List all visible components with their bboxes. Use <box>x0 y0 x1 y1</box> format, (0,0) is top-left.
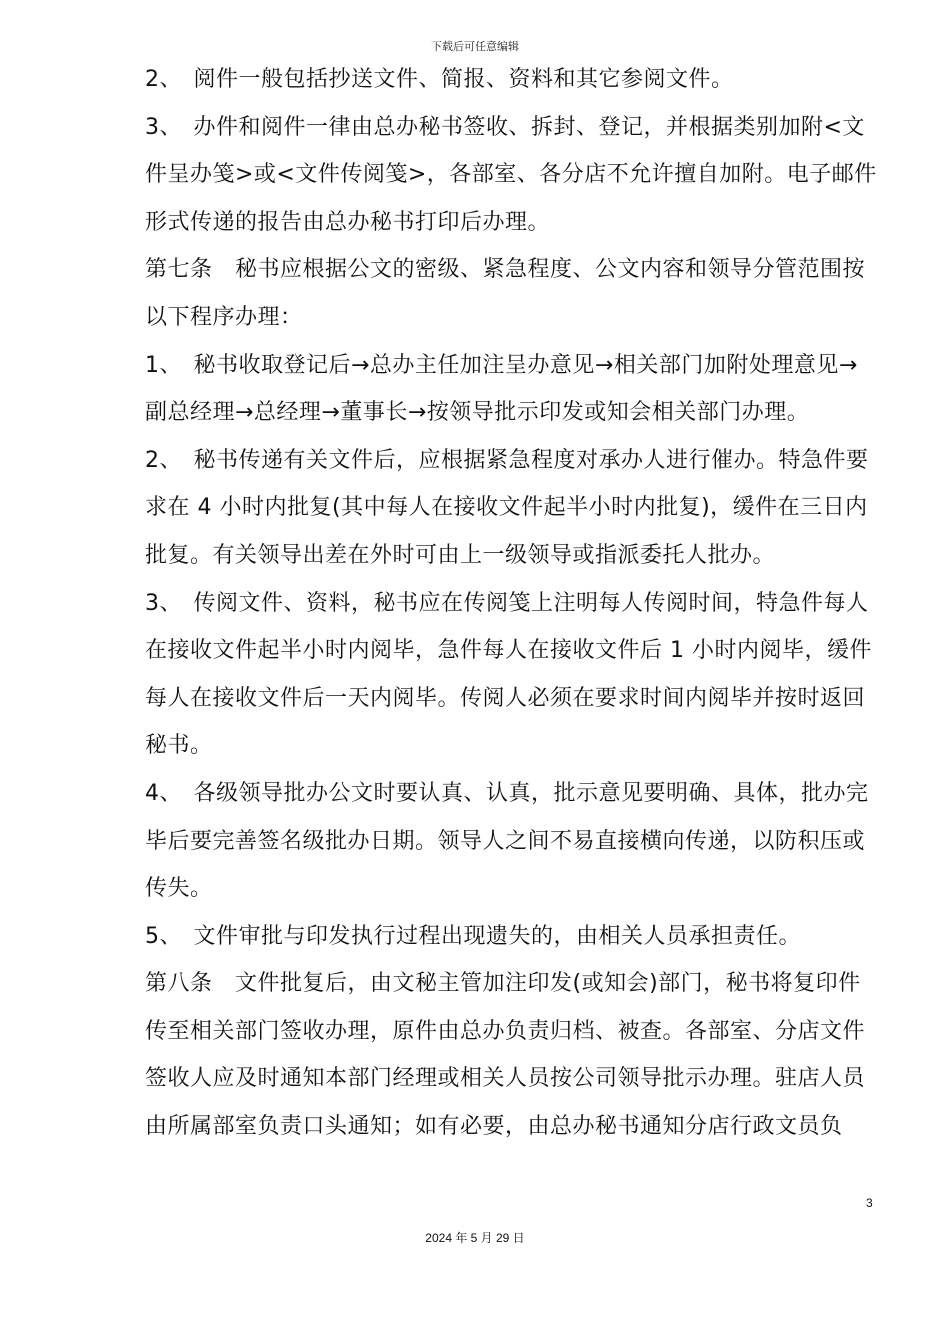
paragraph-6: 3、 传阅文件、资料，秘书应在传阅笺上注明每人传阅时间，特急件每人在接收文件起半小时内阅毕，急件每人在接收文件后 1 小时内阅毕，缓件每人在接收文件后一天内阅毕。传阅人必须在要求时间内阅毕并按时返回秘书。 <box>145 590 872 759</box>
page-header: 下载后可任意编辑 <box>431 40 519 53</box>
page-number: 3 <box>866 1196 873 1210</box>
paragraph-7: 4、 各级领导批办公文时要认真、认真，批示意见要明确、具体，批办完毕后要完善签名级批办日期。领导人之间不易直接横向传递，以防积压或传失。 <box>145 780 869 902</box>
paragraph-9: 第八条 文件批复后，由文秘主管加注印发(或知会)部门，秘书将复印件传至相关部门签收办理，原件由总办负责归档、被查。各部室、分店文件签收人应及时通知本部门经理或相关人员按公司领导批示办理。驻店人员由所属部室负责口头通知；如有必要，由总办秘书通知分店行政文员负 <box>145 971 866 1140</box>
paragraph-1: 2、 阅件一般包括抄送文件、简报、资料和其它参阅文件。 <box>145 67 734 92</box>
document-body <box>145 56 880 1151</box>
paragraph-2: 3、 办件和阅件一律由总办秘书签收、拆封、登记，并根据类别加附<文件呈办笺>或<文件传阅笺>，各部室、各分店不允许擅自加附。电子邮件形式传递的报告由总办秘书打印后办理。 <box>145 114 877 235</box>
paragraph-4: 1、 秘书收取登记后→总办主任加注呈办意见→相关部门加附处理意见→副总经理→总经理→董事长→按领导批示印发或知会相关部门办理。 <box>145 352 858 426</box>
paragraph-8: 5、 文件审批与印发执行过程出现遗失的，由相关人员承担责任。 <box>145 923 801 949</box>
footer-date: 2024 年 5 月 29 日 <box>425 1231 525 1245</box>
paragraph-3: 第七条 秘书应根据公文的密级、紧急程度、公文内容和领导分管范围按以下程序办理： <box>145 257 866 330</box>
paragraph-5: 2、 秘书传递有关文件后，应根据紧急程度对承办人进行催办。特急件要求在 4 小时内批复(其中每人在接收文件起半小时内批复)，缓件在三日内批复。有关领导出差在外时可由上一级领导或指派委托人批办。 <box>145 447 869 568</box>
